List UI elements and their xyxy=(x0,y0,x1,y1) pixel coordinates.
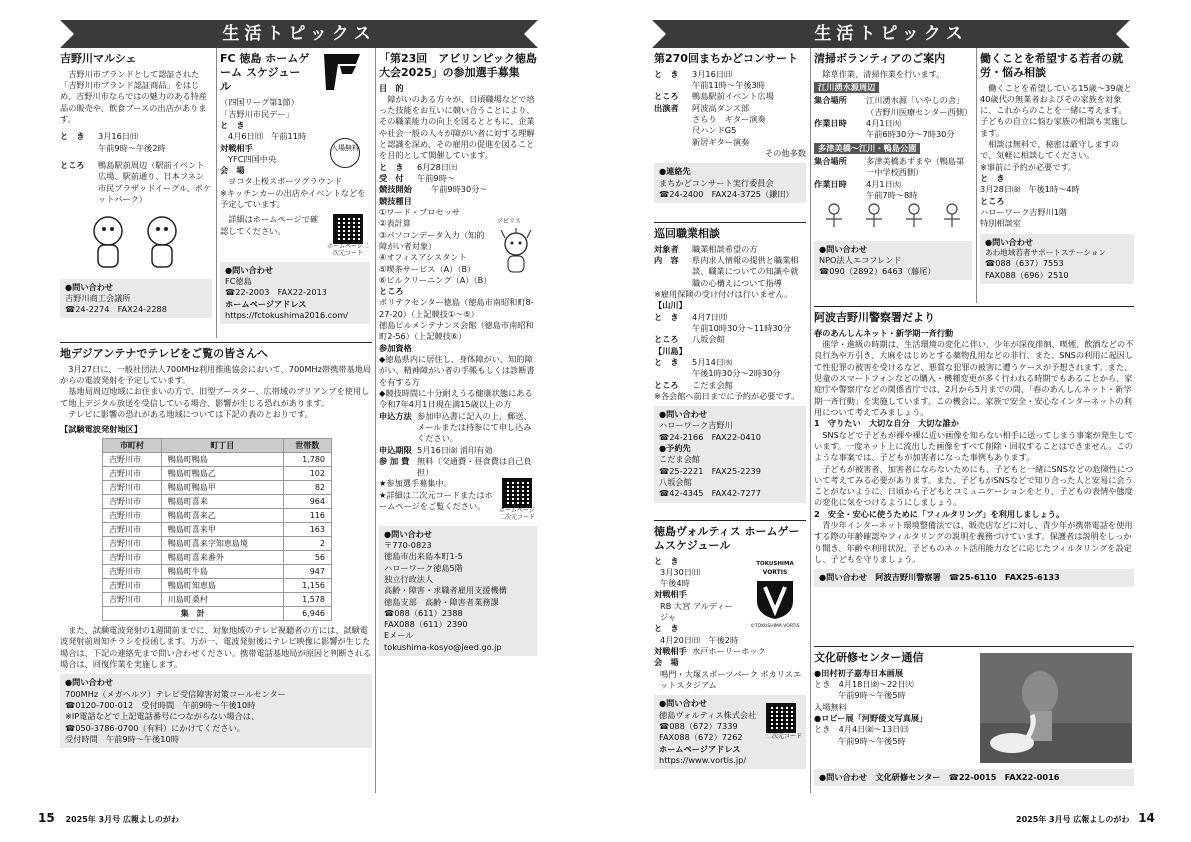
table-row: 吉野川市 鴨島町鴨島甲 82 xyxy=(103,480,332,494)
police-title: 阿波吉野川警察署だより xyxy=(814,311,935,324)
list-item: 尺ハンドG5 xyxy=(692,125,737,136)
fc-logo-icon xyxy=(320,52,364,92)
youth-contact: ●問い合わせ あわ地域若者サポートステーション ☎088（637）7553 FAX088（696）2510 xyxy=(980,234,1134,284)
bunka-section: 文化研修センター通信 ●田村初子嘉寿日本画展 とき 4月18日㈮～22日㈫ 午前9時～午後5時 入場無料 ●ロビー展「河野倭文写真展」 とき 4月4日㈮～13日㈰ 午前9時～午後5時 ●問い合わせ 文化研修センター ☎22-0015 FAX22-0016 xyxy=(814,649,1134,795)
junkai-contact: ●問い合わせ ハローワーク吉野川 ☎24-2166 FAX22-0410 ●予約先 こだま会館 ☎25-2221 FAX25-2239 八坂会館 ☎42-4345 FAX42-7277 xyxy=(654,406,806,503)
list-item: ⑤喫茶サービス（A）（B） xyxy=(379,263,476,274)
table-row: 吉野川市 鴨島町知恵島 1,156 xyxy=(103,578,332,592)
vortis-title: 徳島ヴォルティス ホームゲームスケジュール xyxy=(654,525,800,552)
vortis-section: 徳島ヴォルティス ホームゲームスケジュール と き 3月30日㈰ 午後4時 対戦相手 RB 大宮 アルディージャ と き 4月20日㈰ 午後2時 対戦相手 水戸ホーリーホック 会 場 鳴門・大塚スポーツパーク ポカリスエットスタジアム TOKUSHIMA VORTIS ©TOKUSHIMA VORTIS ●問い合わせ 徳島ヴォルティス株式会社 ☎088（672）7339 FAX088（672）7262 ホームページアドレス https://www.vortis.jp/ 二次元コード xyxy=(654,523,806,795)
page-banner: 生活トピックス xyxy=(60,20,538,48)
page-number: 15 xyxy=(38,811,55,825)
seiso-title: 清掃ボランティアのご案内 xyxy=(814,52,946,65)
seiso-section: 清掃ボランティアのご案内 除草作業、清掃作業を行います。 江川湧水源周辺 集合場所 江川湧水源「いやしの舎」（吉野川医療センター西側） 作業日時 4月1日㈫ 午前6時30分～7時30分 多津美橋～江川・鴨島公園 集合場所 多津美橋あずまや（鴨島第一中学校西側） 作業日時 4月1日㈫ 午前7時～8時 ●問い合わせ NPO法人エコフレンド ☎090（2892）6463（藤尾） xyxy=(814,50,972,305)
vortis-logo: TOKUSHIMA VORTIS ©TOKUSHIMA VORTIS xyxy=(750,561,800,630)
abilis-mascot-icon xyxy=(499,228,533,278)
list-item: ②表計算 xyxy=(379,218,411,229)
bunka-contact: ●問い合わせ 文化研修センター ☎22-0015 FAX22-0016 xyxy=(814,769,1134,786)
list-item: ①ワード・プロセッサ xyxy=(379,206,461,217)
left-footer: 15 2025年 3月号 広報よしのがわ xyxy=(38,811,179,825)
abilympic-section: 「第23回 アビリンピック徳島大会2025」の参加選手募集 目 的 障がいのある方々が、日頃職場などで培った技能をお互いに競い合うことにより、その職業能力の向上を図るとともに、企業や社会一般の人々が障がい者に対する理解と認識を深め、その雇用の促進を図ることを目的として開催しています。 と き 6月28日㈯ 受 付 午前9時～ 競技開始 午前9時30分～ 競技種目 ①ワード・プロセッサ ②表計算 ③パソコンデータ入力（知的障がい者対象） ④オフィスアシスタント ⑤喫茶サービス（A）（B） ⑥ビルクリーニング（A）（B） アビリス ところ ポリテクセンター徳島（徳島市南昭和町8-27-20）（上記競技①～⑤） 徳島ビルメンテナンス会館（徳島市南昭和町2-56）（上記競技⑥） 参加資格 ◆徳島県内に居住し、身体障がい、知的障がい、精神障がい者の手帳もしくは診断書を有する方 ◆競技時間に十分耐えうる健康状態にある令和7年4月1日現在満15歳以上の方 申込方法 参加申込書に記入の上、郵送、メールまたは持参にて申し込みください。 申込期限 5月16日㈮ 消印有効 参 加 費 無料（交通費・昼食費は自己負担） ★参加選手募集中。 ★詳細は二次元コードまたはホームページをご覧ください。 ホームページ二次元コード ●問い合わせ 〒770-0823 徳島市出来島本町1-5 ハローワーク徳島5階 独立行政法人 高齢・障害・求職者雇用支援機構 徳島支部 高齢・障害者業務課 ☎088（611）2388 FAX088（611）2390 Eメール tokushima-kosyo@jeed.go.jp xyxy=(379,50,537,795)
antenna-table: 市町村 町丁目 世帯数 吉野川市 鴨島町鴨島 1,780 吉野川市 鴨島町鴨島乙 102 吉野川市 鴨島町鴨島甲 82 吉野川市 鴨島町喜来 964 吉野川市 鴨島町喜来乙 116 吉野川市 鴨島町喜来甲 163 吉野川市 鴨島町喜来字知恵島境 2 吉野川市 鴨島町喜来番外 56 吉野川市 鴨島町牛島 947 吉野川市 鴨島町知恵島 1,156 吉野川市 川島町桑村 1,578 集 計 6,946 xyxy=(102,438,332,621)
free-entry-badge: 入場無料 xyxy=(330,138,360,168)
list-item: ④オフィスアシスタント xyxy=(379,252,467,263)
fc-title: FC 徳島 ホームゲーム スケジュール xyxy=(220,52,310,93)
table-row: 吉野川市 川島町桑村 1,578 xyxy=(103,592,332,606)
seiso-contact: ●問い合わせ NPO法人エコフレンド ☎090（2892）6463（藤尾） xyxy=(814,241,972,281)
vortis-contact: ●問い合わせ 徳島ヴォルティス株式会社 ☎088（672）7339 FAX088（672）7262 ホームページアドレス https://www.vortis.jp/ 二次元コード xyxy=(654,695,806,769)
table-row: 吉野川市 鴨島町喜来甲 163 xyxy=(103,522,332,536)
table-row: 吉野川市 鴨島町鴨島 1,780 xyxy=(103,452,332,466)
right-page xyxy=(596,0,1191,842)
fc-homepage-link[interactable]: https://fctokushima2016.com/ xyxy=(225,309,349,320)
performer-list xyxy=(692,103,766,148)
list-item: ⑥ビルクリーニング（A）（B） xyxy=(379,274,492,285)
fc-qr-code[interactable] xyxy=(333,214,363,244)
concert-contact: ●連絡先 まちかどコンサート実行委員会 ☎24-2400 FAX24-3725（鎌田） xyxy=(654,163,806,203)
fc-contact: ●問い合わせ FC徳島 ☎22-2003 FAX22-2013 ホームページアドレス https://fctokushima2016.com/ xyxy=(220,262,370,325)
antenna-contact: ●問い合わせ 700MHz（メガヘルツ）テレビ受信障害対策コールセンター ☎0120-700-012 受付時間 午前9時～午後10時 ※IP電話などで上記電話番号につながらない場合は、 ☎050-3786-0700（有料）にかけてください。 受付時間 午前9時～午後10時 xyxy=(60,674,372,748)
area-b-bar: 多津美橋～江川・鴨島公園 xyxy=(814,143,920,154)
table-row: 吉野川市 鴨島町喜来番外 56 xyxy=(103,550,332,564)
list-item: 阿波高ダンス部 xyxy=(692,102,750,113)
junkai-title: 巡回職業相談 xyxy=(654,227,720,240)
concert-title: 第270回まちかどコンサート xyxy=(654,52,798,65)
police-section: 阿波吉野川警察署だより 春のあんしんネット・新学期一斉行動 進学・進級の時期は、生活環境の変化に伴い、少年が深夜徘徊、喫煙、飲酒などの不良行為や万引き、大麻をはじめとする薬物乱用などの非行、また、SNSの利用に起因して性犯罪の被害を受けるなど、悪質な犯罪の被害に遭うケースが予想されます。また、児童のスマートフォンなどの購入・機種変更が多く行われる時期でもあることから、家庭庁や警察庁などの関係省庁では、2月から5月までの間、「春のあんしんネット・新学期一斉行動」を実施しています。この機会に、家族で安全・安心なインターネットの利用について考えてみましょう。 1 守りたい 大切な自分 大切な誰か SNSなどで子どもが裸や裸に近い画像を知らない相手に送ってしまう事案が発生しています。一度ネット上に流出した画像をすべて削除・回収することはできません。このような事案では、子どもが加害者になった事例もあります。 子どもが被害者、加害者にならないためにも、子どもと一緒にSNSなどの危険性について考えてみる必要があります。また、子どもがSNSなどで知り合った人と安易に会うことがないように、日頃から子どもとコミュニケーションをとり、子どもの表情や態度の変化に気をつけるようにしましょう。 2 安全・安心に使うために「フィルタリング」を利用しましょう。 青少年インターネット環境整備法では、販売店などに対し、青少年が携帯電話を使用する際の年齢確認やフィルタリングの説明を義務づけています。保護者は説明をしっかり聞き、年齢や利用状況、子どものネット活用能力などに応じたフィルタリングを設定し、子どもを守りましょう。 ●問い合わせ 阿波吉野川警察署 ☎25-6110 FAX25-6133 xyxy=(814,309,1134,644)
abilympic-email[interactable]: tokushima-kosyo@jeed.go.jp xyxy=(384,641,502,652)
table-row: 吉野川市 鴨島町喜来字知恵島境 2 xyxy=(103,536,332,550)
table-row: 吉野川市 鴨島町牛島 947 xyxy=(103,564,332,578)
marche-date: 3月16日㈰ xyxy=(98,131,139,142)
abilympic-contact: ●問い合わせ 〒770-0823 徳島市出来島本町1-5 ハローワーク徳島5階 独立行政法人 高齢・障害・求職者雇用支援機構 徳島支部 高齢・障害者業務課 ☎088（611）2388 FAX088（611）2390 Eメール tokushima-kosyo@jeed.go.jp xyxy=(379,526,537,656)
table-row: 吉野川市 鴨島町喜来乙 116 xyxy=(103,508,332,522)
area-a-bar: 江川湧水源周辺 xyxy=(814,82,879,93)
marche-title: 吉野川マルシェ xyxy=(60,52,137,65)
bunka-title: 文化研修センター通信 xyxy=(814,651,924,664)
vortis-homepage-link[interactable]: https://www.vortis.jp/ xyxy=(659,754,747,765)
vortis-emblem-icon xyxy=(753,577,797,621)
vortis-qr-code[interactable] xyxy=(766,703,796,733)
police-contact: ●問い合わせ 阿波吉野川警察署 ☎25-6110 FAX25-6133 xyxy=(814,569,1134,586)
junkai-section: 巡回職業相談 対象者 職業相談希望の方 内 容 県内求人情報の提供と職業相談、職業についての知識や就職の心構えについて指導 ※雇用保険の受け付けは行いません。 【山川】 と き 4月7日㈪ 午前10時30分～11時30分 ところ 八坂会館 【川島】 と き 5月14日㈬ 午後1時30分～2時30分 ところ こだま会館 ※各会館へ前日までに予約が必要です。 ●問い合わせ ハローワーク吉野川 ☎24-2166 FAX22-0410 ●予約先 こだま会館 ☎25-2221 FAX25-2239 八坂会館 ☎42-4345 FAX42-7277 xyxy=(654,225,806,515)
page-number-right: 14 xyxy=(1138,811,1155,825)
marche-body: 吉野川市ブランドとして認証された「吉野川市ブランド認証商品」をはじめ、吉野川市ならではの魅力のある特産品の販売や、飲食ブースの出店があります。 xyxy=(60,68,207,124)
page-banner-right: 生活トピックス xyxy=(652,20,1130,48)
table-row: 吉野川市 鴨島町喜来 964 xyxy=(103,494,332,508)
youth-title: 働くことを希望する若者の就労・悩み相談 xyxy=(980,52,1123,79)
list-item: さらり ギター演奏 xyxy=(692,114,766,124)
antenna-section: 地デジアンテナでテレビをご覧の皆さんへ 3月27日に、一般社団法人700MHz利用推進協会において、700MHz帯携帯基地局からの電波発射を予定しています。 基地局周辺地域にお住まいの方で、旧型ブースター、広帯域のプリアンプを使用して地上デジタル放送を受信している場合、影響が生じる恐れがあります。 テレビに影響の恐れがある地域については下記の表のとおりです。 【試験電波発射地区】 市町村 町丁目 世帯数 吉野川市 鴨島町鴨島 1,780 吉野川市 鴨島町鴨島乙 102 吉野川市 鴨島町鴨島甲 82 吉野川市 鴨島町喜来 964 吉野川市 鴨島町喜来乙 116 吉野川市 鴨島町喜来甲 163 吉野川市 鴨島町喜来字知恵島境 2 吉野川市 鴨島町喜来番外 56 吉野川市 鴨島町牛島 947 吉野川市 鴨島町知恵島 1,156 吉野川市 川島町桑村 1,578 集 計 6,946 また、試験電波発射の1週間前までに、対象地域のテレビ視聴者の方には、試験電波発射前周知チラシを投函します。万が一、電波発射後にテレビ映像に影響が生じた場合は、下記の連絡先まで問い合わせください。携帯電話基地局が原因と判断される場合は、回復作業を実施します。 ●問い合わせ 700MHz（メガヘルツ）テレビ受信障害対策コールセンター ☎0120-700-012 受付時間 午前9時～午後10時 ※IP電話などで上記電話番号につながらない場合は、 ☎050-3786-0700（有料）にかけてください。 受付時間 午前9時～午後10時 xyxy=(60,345,372,795)
marche-section: 吉野川マルシェ 吉野川市ブランドとして認証された「吉野川市ブランド認証商品」をはじめ、吉野川市ならではの魅力のある特産品の販売や、飲食ブースの出店があります。 と き 3月16日㈰ 午前9時～午後2時 ところ 鴨島駅前周辺（駅前イベント広場、駅前通り、日本フネン市民プラザッドイーグル、ポケットパーク） ●問い合わせ 吉野川商工会議所 ☎24-2274 FAX24-2288 xyxy=(60,50,212,340)
marche-contact: ●問い合わせ 吉野川商工会議所 ☎24-2274 FAX24-2288 xyxy=(60,279,212,319)
mascot-illustration xyxy=(60,211,210,271)
volunteer-illustration xyxy=(814,201,970,233)
painting-image xyxy=(980,653,1132,763)
concert-section: 第270回まちかどコンサート と き 3月16日㈰ 午前11時～午後3時 ところ 鴨島駅前イベント広場 出演者 阿波高ダンス部 さらり ギター演奏 尺ハンドG5 新居ギター演奏 その他多数 ●連絡先 まちかどコンサート実行委員会 ☎24-2400 FAX24-3725（鎌田） xyxy=(654,50,806,218)
fc-section: FC 徳島 ホームゲーム スケジュール （四国リーグ第1節） 「吉野川市民デー」 と き 4月6日㈰ 午前11時 対戦相手 YFC四国中央 会 場 ヨコタ上桜スポーツグラウンド ※キッチンカーの出店やイベントなどを予定しています。 詳細はホームページで確認してください。 ホームページ二次元コード 入場無料 ●問い合わせ FC徳島 ☎22-2003 FAX22-2013 ホームページアドレス https://fctokushima2016.com/ xyxy=(220,50,370,340)
marche-place: 鴨島駅前周辺（駅前イベント広場、駅前通り、日本フネン市民プラザッドイーグル、ポケットパーク） xyxy=(98,159,212,204)
right-footer: 2025年 3月号 広報よしのがわ 14 xyxy=(1016,811,1155,825)
event-list xyxy=(379,207,491,286)
table-row: 吉野川市 鴨島町鴨島乙 102 xyxy=(103,466,332,480)
youth-section: 働くことを希望する若者の就労・悩み相談 働くことを希望している15歳～39歳と40歳代の無業者およびその家族を対象に、これからのことを一緒に考えます。子どもの自立に悩む家族の相談も実施します。 相談は無料で、秘密は厳守しますので、気軽に相談してください。 ※事前に予約が必要です。 と き 3月28日㈮ 午後1時～4時 ところ ハローワーク吉野川1階 特別相談室 ●問い合わせ あわ地域若者サポートステーション ☎088（637）7553 FAX088（696）2510 xyxy=(980,50,1134,305)
antenna-title: 地デジアンテナでテレビをご覧の皆さんへ xyxy=(60,347,268,360)
list-item: 新居ギター演奏 xyxy=(692,136,750,147)
abilympic-title: 「第23回 アビリンピック徳島大会2025」の参加選手募集 xyxy=(379,52,537,79)
abilympic-qr-code[interactable] xyxy=(502,478,532,508)
list-item: ③パソコンデータ入力（知的障がい者対象） xyxy=(379,229,485,251)
antenna-total: 6,946 xyxy=(283,607,331,621)
